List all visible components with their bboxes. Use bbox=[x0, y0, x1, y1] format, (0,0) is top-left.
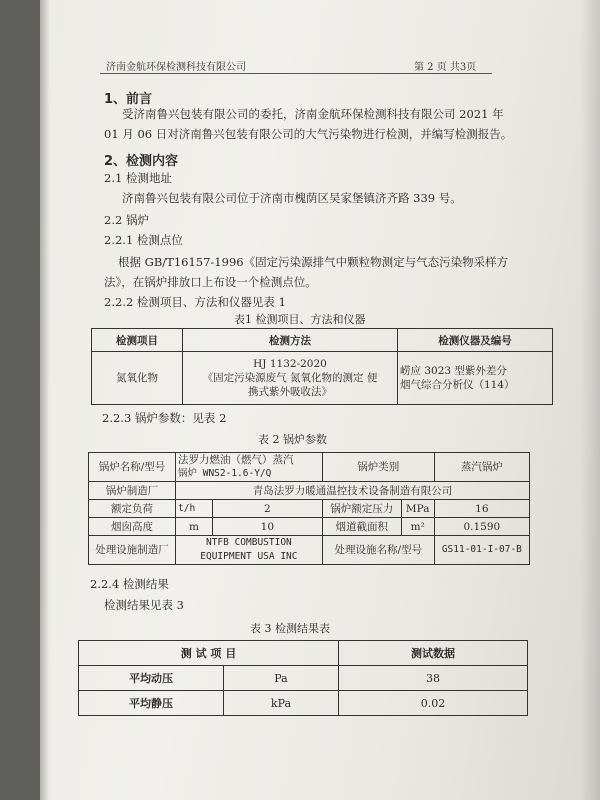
treatment-model-label: 处理设施名称/型号 bbox=[322, 536, 434, 565]
table-row bbox=[79, 691, 528, 716]
section-2-1-title: 2.1 检测地址 bbox=[104, 171, 172, 185]
table-3-header-item: 测 试 项 目 bbox=[79, 641, 339, 666]
table-1-instrument-line1: 崂应 3023 型紫外差分 bbox=[400, 365, 507, 377]
section-2-title: 2、检测内容 bbox=[104, 154, 179, 169]
section-1-text-line1: 受济南鲁兴包装有限公司的委托，济南金航环保检测科技有限公司 2021 年 bbox=[122, 107, 504, 121]
section-1-text-line2: 01 月 06 日对济南鲁兴包装有限公司的大气污染物进行检测，并编写检测报告。 bbox=[104, 127, 513, 141]
table-1-caption: 表1 检测项目、方法和仪器 bbox=[234, 313, 366, 326]
table-row bbox=[89, 453, 530, 482]
result-unit: Pa bbox=[224, 666, 339, 691]
table-row bbox=[89, 482, 530, 500]
table-1-header-instrument: 检测仪器及编号 bbox=[398, 329, 553, 352]
table-1-method-line3: 携式紫外吸收法》 bbox=[248, 386, 332, 398]
table-3-header-data: 测试数据 bbox=[339, 641, 528, 666]
table-3-caption: 表 3 检测结果表 bbox=[250, 622, 330, 635]
boiler-name-value-line1: 法罗力燃油（燃气）蒸汽 bbox=[178, 454, 294, 466]
rated-load-value: 2 bbox=[213, 500, 323, 518]
page-right-shadow bbox=[580, 0, 600, 800]
chimney-height-unit: m bbox=[176, 518, 213, 536]
table-2 bbox=[88, 452, 530, 565]
treatment-maker-line2: EQUIPMENT USA INC bbox=[200, 551, 298, 562]
boiler-maker-label: 锅炉制造厂 bbox=[89, 482, 176, 500]
table-1-header-item: 检测项目 bbox=[92, 329, 183, 352]
section-1-title: 1、前言 bbox=[104, 92, 153, 107]
header-page-number: 第 2 页 共3页 bbox=[414, 62, 477, 73]
table-1-method bbox=[183, 352, 398, 405]
rated-load-label: 额定负荷 bbox=[89, 500, 176, 518]
flue-section-unit: m² bbox=[401, 518, 434, 536]
header-rule bbox=[100, 73, 492, 74]
table-1-item: 氮氧化物 bbox=[92, 352, 183, 405]
section-2-2-1-text-line2: 法》，在锅炉排放口上布设一个检测点位。 bbox=[104, 275, 317, 289]
boiler-type-label: 锅炉类别 bbox=[322, 453, 434, 482]
section-2-2-title: 2.2 锅炉 bbox=[104, 213, 149, 227]
boiler-name-label: 锅炉名称/型号 bbox=[89, 453, 176, 482]
treatment-maker-line1: NTFB COMBUSTION bbox=[205, 537, 292, 548]
boiler-maker-value: 青岛法罗力暖通温控技术设备制造有限公司 bbox=[176, 482, 530, 500]
table-row bbox=[92, 329, 553, 352]
section-2-2-4-text: 检测结果见表 3 bbox=[104, 598, 184, 612]
table-row bbox=[79, 666, 528, 691]
boiler-name-value-line2: 锅炉 WNS2-1.6-Y/Q bbox=[178, 468, 272, 479]
section-2-2-1-text-line1: 根据 GB/T16157-1996《固定污染源排气中颗粒物测定与气态污染物采样方 bbox=[118, 255, 509, 269]
treatment-maker-label: 处理设施制造厂 bbox=[89, 536, 176, 565]
table-1-instrument bbox=[398, 352, 553, 405]
table-row bbox=[92, 352, 553, 405]
header-company: 济南金航环保检测科技有限公司 bbox=[106, 62, 246, 73]
flue-section-value: 0.1590 bbox=[434, 518, 529, 536]
section-2-2-4-title: 2.2.4 检测结果 bbox=[90, 577, 169, 591]
table-3 bbox=[78, 640, 528, 716]
treatment-maker-value bbox=[176, 536, 323, 565]
table-1 bbox=[91, 328, 553, 405]
result-name: 平均静压 bbox=[79, 691, 224, 716]
chimney-height-value: 10 bbox=[213, 518, 323, 536]
table-2-caption: 表 2 锅炉参数 bbox=[258, 433, 327, 446]
result-value: 38 bbox=[339, 666, 528, 691]
table-1-method-line1: HJ 1132-2020 bbox=[253, 358, 327, 370]
table-row bbox=[89, 518, 530, 536]
chimney-height-label: 烟囱高度 bbox=[89, 518, 176, 536]
table-row bbox=[89, 500, 530, 518]
page-edge-shadow bbox=[40, 0, 50, 800]
table-1-instrument-line2: 烟气综合分析仪（114） bbox=[400, 379, 515, 391]
table-1-header-method: 检测方法 bbox=[183, 329, 398, 352]
section-2-2-1-title: 2.2.1 检测点位 bbox=[104, 233, 183, 247]
boiler-name-value bbox=[176, 453, 323, 482]
treatment-model-value: GS11-01-I-07-B bbox=[434, 536, 529, 565]
table-1-method-line2: 《固定污染源废气 氮氧化物的测定 便 bbox=[202, 372, 378, 384]
section-2-2-2-title: 2.2.2 检测项目、方法和仪器见表 1 bbox=[104, 295, 286, 309]
result-value: 0.02 bbox=[339, 691, 528, 716]
section-2-2-3-title: 2.2.3 锅炉参数：见表 2 bbox=[102, 411, 227, 425]
section-2-1-text: 济南鲁兴包装有限公司位于济南市槐荫区吴家堡镇济齐路 339 号。 bbox=[122, 191, 462, 205]
boiler-type-value: 蒸汽锅炉 bbox=[434, 453, 529, 482]
table-row bbox=[79, 641, 528, 666]
flue-section-label: 烟道截面积 bbox=[322, 518, 401, 536]
rated-pressure-unit: MPa bbox=[401, 500, 434, 518]
rated-pressure-label: 锅炉额定压力 bbox=[322, 500, 401, 518]
rated-load-unit: t/h bbox=[176, 500, 213, 518]
rated-pressure-value: 16 bbox=[434, 500, 529, 518]
result-name: 平均动压 bbox=[79, 666, 224, 691]
table-row bbox=[89, 536, 530, 565]
result-unit: kPa bbox=[224, 691, 339, 716]
